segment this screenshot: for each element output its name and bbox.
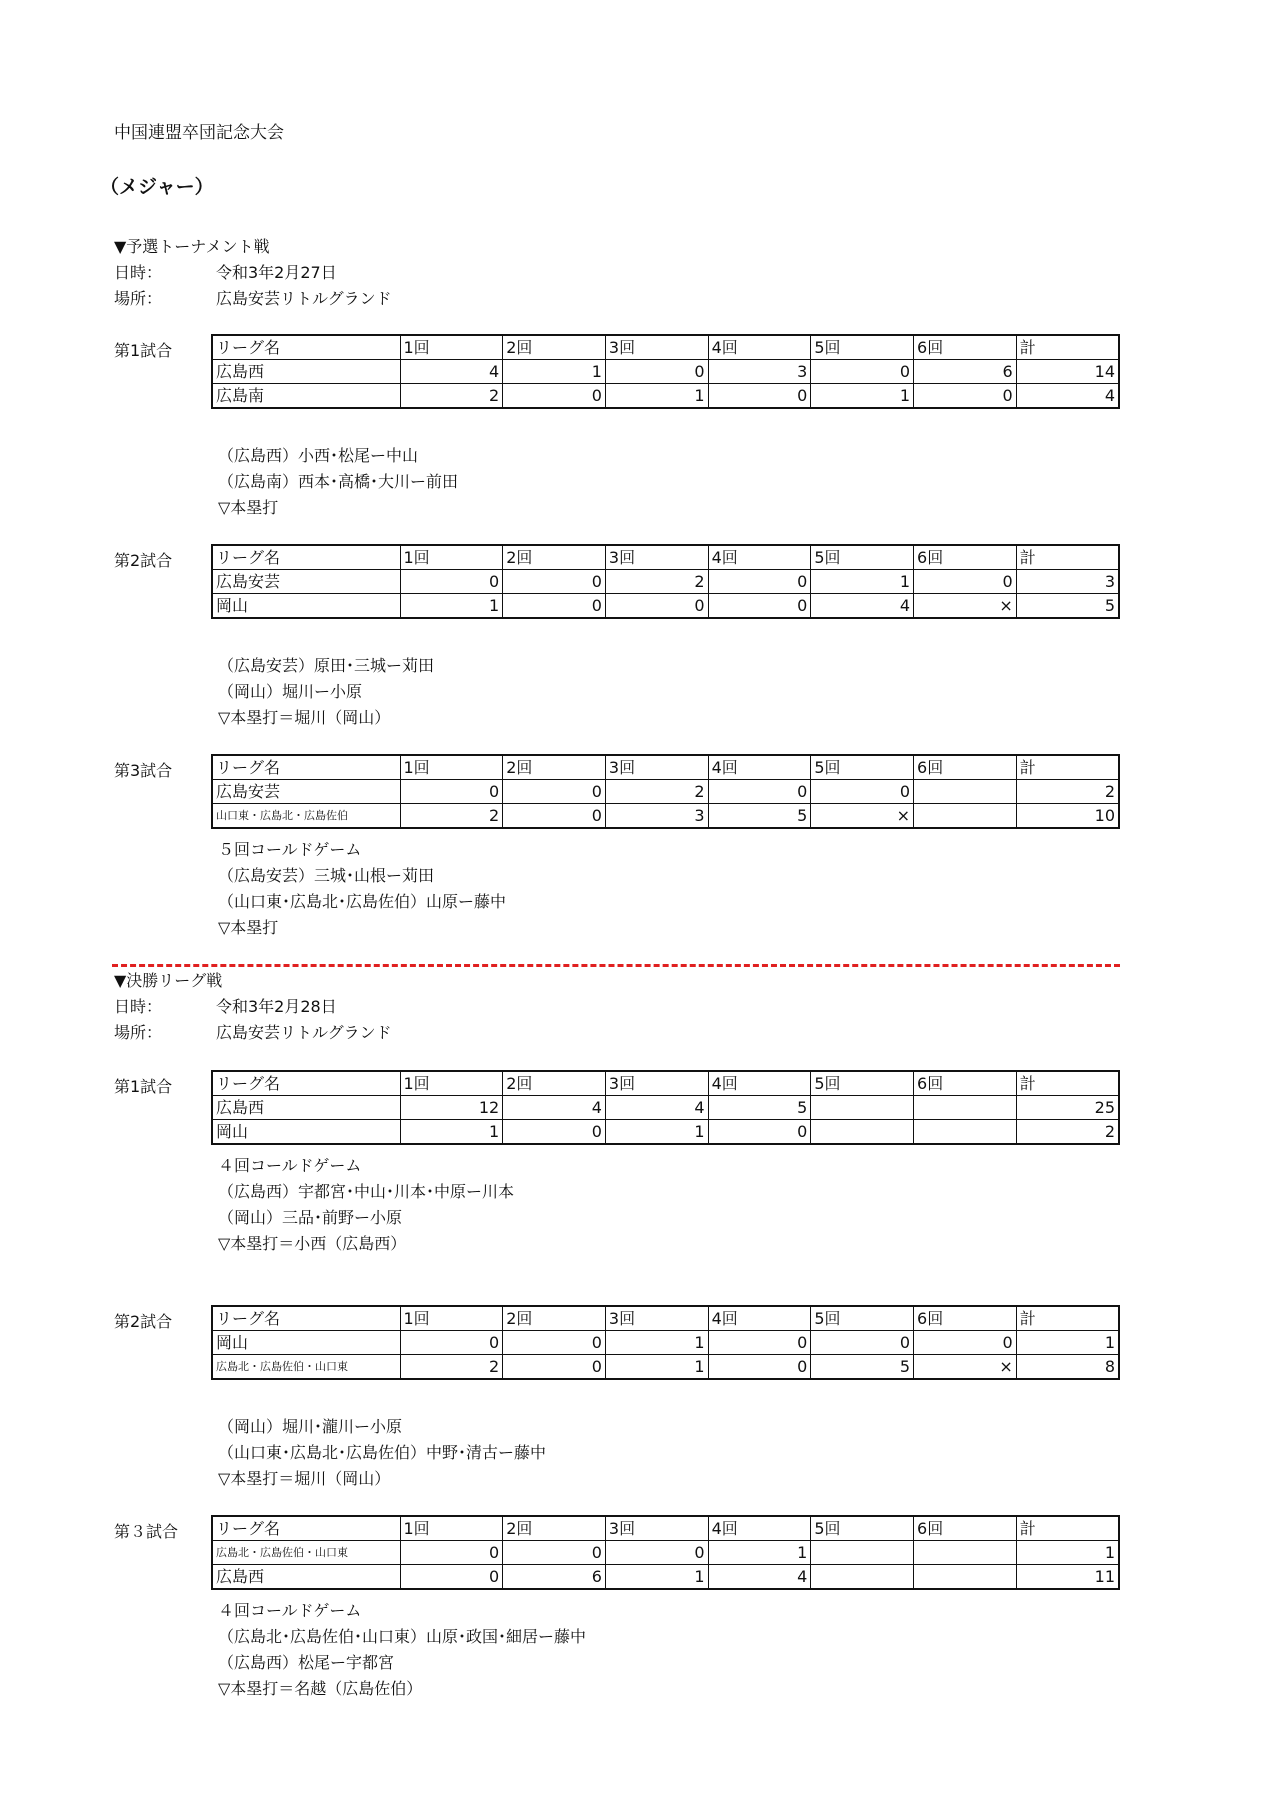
inning-score: 0 [811, 780, 914, 804]
header-inning: 5回 [811, 1516, 914, 1541]
score-table [211, 334, 1120, 409]
header-inning: 1回 [400, 545, 503, 570]
team-row [212, 804, 1119, 829]
inning-score: 0 [400, 1541, 503, 1565]
place-label: 場所： [114, 289, 163, 308]
total-score: 25 [1016, 1096, 1119, 1120]
score-header-row [212, 755, 1119, 780]
date-value: 令和3年2月28日 [216, 997, 337, 1016]
header-inning: 5回 [811, 545, 914, 570]
inning-score: 6 [914, 360, 1017, 384]
header-inning: 6回 [914, 545, 1017, 570]
inning-score: × [914, 594, 1017, 619]
pitcher-note: （広島西）松尾ー宇都宮 [218, 1653, 395, 1672]
homerun-note: ▽本塁打＝堀川（岡山） [218, 1469, 391, 1488]
inning-score: 2 [400, 1355, 503, 1380]
inning-score: 1 [605, 1120, 708, 1145]
game-label: 第３試合 [114, 1522, 179, 1541]
homerun-note: ▽本塁打＝名越（広島佐伯） [218, 1679, 423, 1698]
score-table [211, 754, 1120, 829]
inning-score: 1 [605, 1565, 708, 1590]
total-score: 8 [1016, 1355, 1119, 1380]
pitcher-note: （広島安芸）三城･山根ー苅田 [218, 866, 435, 885]
inning-score: 0 [503, 780, 606, 804]
inning-score: 2 [605, 570, 708, 594]
score-header-row [212, 1306, 1119, 1331]
header-inning: 5回 [811, 335, 914, 360]
inning-score: 0 [914, 384, 1017, 409]
inning-score [914, 804, 1017, 829]
header-inning: 5回 [811, 1071, 914, 1096]
inning-score: 1 [400, 594, 503, 619]
header-inning: 2回 [503, 1071, 606, 1096]
header-total: 計 [1016, 335, 1119, 360]
inning-score [914, 1541, 1017, 1565]
inning-score: 4 [605, 1096, 708, 1120]
header-inning: 6回 [914, 335, 1017, 360]
header-inning: 3回 [605, 755, 708, 780]
pitcher-note: （山口東･広島北･広島佐伯）中野･清古ー藤中 [218, 1443, 547, 1462]
header-inning: 4回 [708, 545, 811, 570]
team-name: 広島西 [212, 1096, 400, 1120]
header-inning: 3回 [605, 1071, 708, 1096]
inning-score: 0 [503, 804, 606, 829]
team-name: 岡山 [212, 594, 400, 619]
header-inning: 2回 [503, 1516, 606, 1541]
score-table [211, 1305, 1120, 1380]
team-name: 岡山 [212, 1120, 400, 1145]
inning-score: 2 [400, 384, 503, 409]
inning-score: 4 [811, 594, 914, 619]
inning-score [811, 1565, 914, 1590]
inning-score [811, 1541, 914, 1565]
header-inning: 2回 [503, 545, 606, 570]
header-league: リーグ名 [212, 1306, 400, 1331]
pitcher-note: （山口東･広島北･広島佐伯）山原ー藤中 [218, 892, 507, 911]
game-label: 第2試合 [114, 1312, 173, 1331]
inning-score: 1 [708, 1541, 811, 1565]
pitcher-note: （広島南）西本･高橋･大川ー前田 [218, 472, 459, 491]
score-table [211, 1070, 1120, 1145]
inning-score [914, 1565, 1017, 1590]
score-header-row [212, 1516, 1119, 1541]
header-inning: 3回 [605, 1516, 708, 1541]
header-inning: 1回 [400, 1516, 503, 1541]
division-subtitle: （メジャー） [100, 176, 214, 198]
header-inning: 2回 [503, 1306, 606, 1331]
section-heading: ▼予選トーナメント戦 [114, 237, 270, 256]
game-label: 第1試合 [114, 341, 173, 360]
homerun-note: ▽本塁打＝小西（広島西） [218, 1234, 407, 1253]
header-inning: 6回 [914, 1071, 1017, 1096]
team-name: 広島北・広島佐伯・山口東 [212, 1541, 400, 1565]
team-row [212, 1096, 1119, 1120]
header-inning: 5回 [811, 755, 914, 780]
header-inning: 3回 [605, 1306, 708, 1331]
header-inning: 1回 [400, 335, 503, 360]
pitcher-note: （岡山）堀川･瀧川ー小原 [218, 1417, 403, 1436]
team-row [212, 1565, 1119, 1590]
team-row [212, 360, 1119, 384]
total-score: 10 [1016, 804, 1119, 829]
inning-score: 0 [400, 780, 503, 804]
header-inning: 6回 [914, 1516, 1017, 1541]
inning-score: 2 [605, 780, 708, 804]
date-label: 日時： [114, 263, 163, 282]
inning-score: 0 [708, 570, 811, 594]
header-total: 計 [1016, 1071, 1119, 1096]
header-inning: 3回 [605, 335, 708, 360]
team-name: 広島北・広島佐伯・山口東 [212, 1355, 400, 1380]
total-score: 3 [1016, 570, 1119, 594]
header-inning: 1回 [400, 1071, 503, 1096]
score-table [211, 1515, 1120, 1590]
homerun-note: ▽本塁打 [218, 498, 279, 517]
inning-score: 0 [503, 1355, 606, 1380]
inning-score: 0 [503, 1120, 606, 1145]
inning-score: 0 [605, 360, 708, 384]
team-name: 岡山 [212, 1331, 400, 1355]
document-title: 中国連盟卒団記念大会 [114, 123, 284, 143]
team-row [212, 570, 1119, 594]
inning-score: 0 [914, 570, 1017, 594]
header-inning: 5回 [811, 1306, 914, 1331]
inning-score: 0 [708, 384, 811, 409]
total-score: 2 [1016, 1120, 1119, 1145]
score-header-row [212, 545, 1119, 570]
header-inning: 2回 [503, 335, 606, 360]
inning-score: 1 [605, 1355, 708, 1380]
inning-score: 0 [400, 570, 503, 594]
header-league: リーグ名 [212, 1071, 400, 1096]
pitcher-note: （広島安芸）原田･三城ー苅田 [218, 656, 435, 675]
total-score: 2 [1016, 780, 1119, 804]
pitcher-note: （岡山）三品･前野ー小原 [218, 1208, 403, 1227]
total-score: 1 [1016, 1541, 1119, 1565]
header-inning: 6回 [914, 755, 1017, 780]
inning-score: 4 [400, 360, 503, 384]
called-game-note: ４回コールドゲーム [218, 1156, 362, 1175]
inning-score: 6 [503, 1565, 606, 1590]
header-league: リーグ名 [212, 545, 400, 570]
inning-score: 0 [503, 570, 606, 594]
header-total: 計 [1016, 755, 1119, 780]
header-inning: 4回 [708, 1071, 811, 1096]
team-row [212, 1120, 1119, 1145]
inning-score: 0 [503, 594, 606, 619]
header-inning: 6回 [914, 1306, 1017, 1331]
team-name: 山口東・広島北・広島佐伯 [212, 804, 400, 829]
inning-score [914, 780, 1017, 804]
homerun-note: ▽本塁打＝堀川（岡山） [218, 708, 391, 727]
total-score: 4 [1016, 384, 1119, 409]
pitcher-note: （広島西）宇都宮･中山･川本･中原ー川本 [218, 1182, 515, 1201]
date-value: 令和3年2月27日 [216, 263, 337, 282]
inning-score: 0 [708, 1120, 811, 1145]
team-row [212, 1541, 1119, 1565]
section-heading: ▼決勝リーグ戦 [114, 971, 223, 990]
inning-score: 0 [708, 780, 811, 804]
pitcher-note: （広島北･広島佐伯･山口東）山原･政国･細居ー藤中 [218, 1627, 587, 1646]
inning-score: 3 [708, 360, 811, 384]
header-total: 計 [1016, 1306, 1119, 1331]
inning-score: 5 [708, 804, 811, 829]
inning-score: 0 [400, 1565, 503, 1590]
game-label: 第1試合 [114, 1077, 173, 1096]
header-league: リーグ名 [212, 755, 400, 780]
inning-score: × [914, 1355, 1017, 1380]
header-inning: 3回 [605, 545, 708, 570]
pitcher-note: （広島西）小西･松尾ー中山 [218, 446, 419, 465]
header-total: 計 [1016, 1516, 1119, 1541]
pitcher-note: （岡山）堀川ー小原 [218, 682, 363, 701]
inning-score [811, 1096, 914, 1120]
header-inning: 1回 [400, 755, 503, 780]
game-label: 第3試合 [114, 761, 173, 780]
total-score: 1 [1016, 1331, 1119, 1355]
inning-score: 0 [503, 1331, 606, 1355]
score-header-row [212, 335, 1119, 360]
inning-score: 0 [708, 1331, 811, 1355]
inning-score: 1 [811, 384, 914, 409]
inning-score: 4 [503, 1096, 606, 1120]
header-inning: 2回 [503, 755, 606, 780]
inning-score: 5 [708, 1096, 811, 1120]
inning-score: 0 [914, 1331, 1017, 1355]
inning-score: 2 [400, 804, 503, 829]
place-value: 広島安芸リトルグランド [216, 1023, 392, 1042]
team-row [212, 1355, 1119, 1380]
header-inning: 4回 [708, 1306, 811, 1331]
team-row [212, 384, 1119, 409]
header-league: リーグ名 [212, 1516, 400, 1541]
inning-score: 0 [503, 384, 606, 409]
inning-score: 3 [605, 804, 708, 829]
header-inning: 4回 [708, 335, 811, 360]
total-score: 5 [1016, 594, 1119, 619]
inning-score: 0 [503, 1541, 606, 1565]
homerun-note: ▽本塁打 [218, 918, 279, 937]
inning-score: 0 [605, 1541, 708, 1565]
team-row [212, 594, 1119, 619]
inning-score: 4 [708, 1565, 811, 1590]
game-label: 第2試合 [114, 551, 173, 570]
inning-score: × [811, 804, 914, 829]
inning-score: 1 [605, 1331, 708, 1355]
score-header-row [212, 1071, 1119, 1096]
header-total: 計 [1016, 545, 1119, 570]
inning-score: 0 [400, 1331, 503, 1355]
team-name: 広島西 [212, 1565, 400, 1590]
team-name: 広島西 [212, 360, 400, 384]
inning-score: 0 [811, 1331, 914, 1355]
place-label: 場所： [114, 1023, 163, 1042]
team-name: 広島安芸 [212, 570, 400, 594]
inning-score: 1 [503, 360, 606, 384]
inning-score [914, 1096, 1017, 1120]
inning-score: 5 [811, 1355, 914, 1380]
called-game-note: ４回コールドゲーム [218, 1601, 362, 1620]
header-inning: 4回 [708, 1516, 811, 1541]
total-score: 11 [1016, 1565, 1119, 1590]
team-name: 広島安芸 [212, 780, 400, 804]
inning-score: 1 [811, 570, 914, 594]
inning-score: 0 [708, 1355, 811, 1380]
header-inning: 1回 [400, 1306, 503, 1331]
total-score: 14 [1016, 360, 1119, 384]
inning-score: 0 [605, 594, 708, 619]
place-value: 広島安芸リトルグランド [216, 289, 392, 308]
inning-score [811, 1120, 914, 1145]
inning-score: 0 [708, 594, 811, 619]
inning-score: 12 [400, 1096, 503, 1120]
inning-score: 1 [400, 1120, 503, 1145]
inning-score [914, 1120, 1017, 1145]
inning-score: 1 [605, 384, 708, 409]
called-game-note: ５回コールドゲーム [218, 840, 362, 859]
header-inning: 4回 [708, 755, 811, 780]
team-name: 広島南 [212, 384, 400, 409]
inning-score: 0 [811, 360, 914, 384]
section-divider [112, 964, 1120, 967]
team-row [212, 780, 1119, 804]
score-table [211, 544, 1120, 619]
header-league: リーグ名 [212, 335, 400, 360]
date-label: 日時： [114, 997, 163, 1016]
team-row [212, 1331, 1119, 1355]
